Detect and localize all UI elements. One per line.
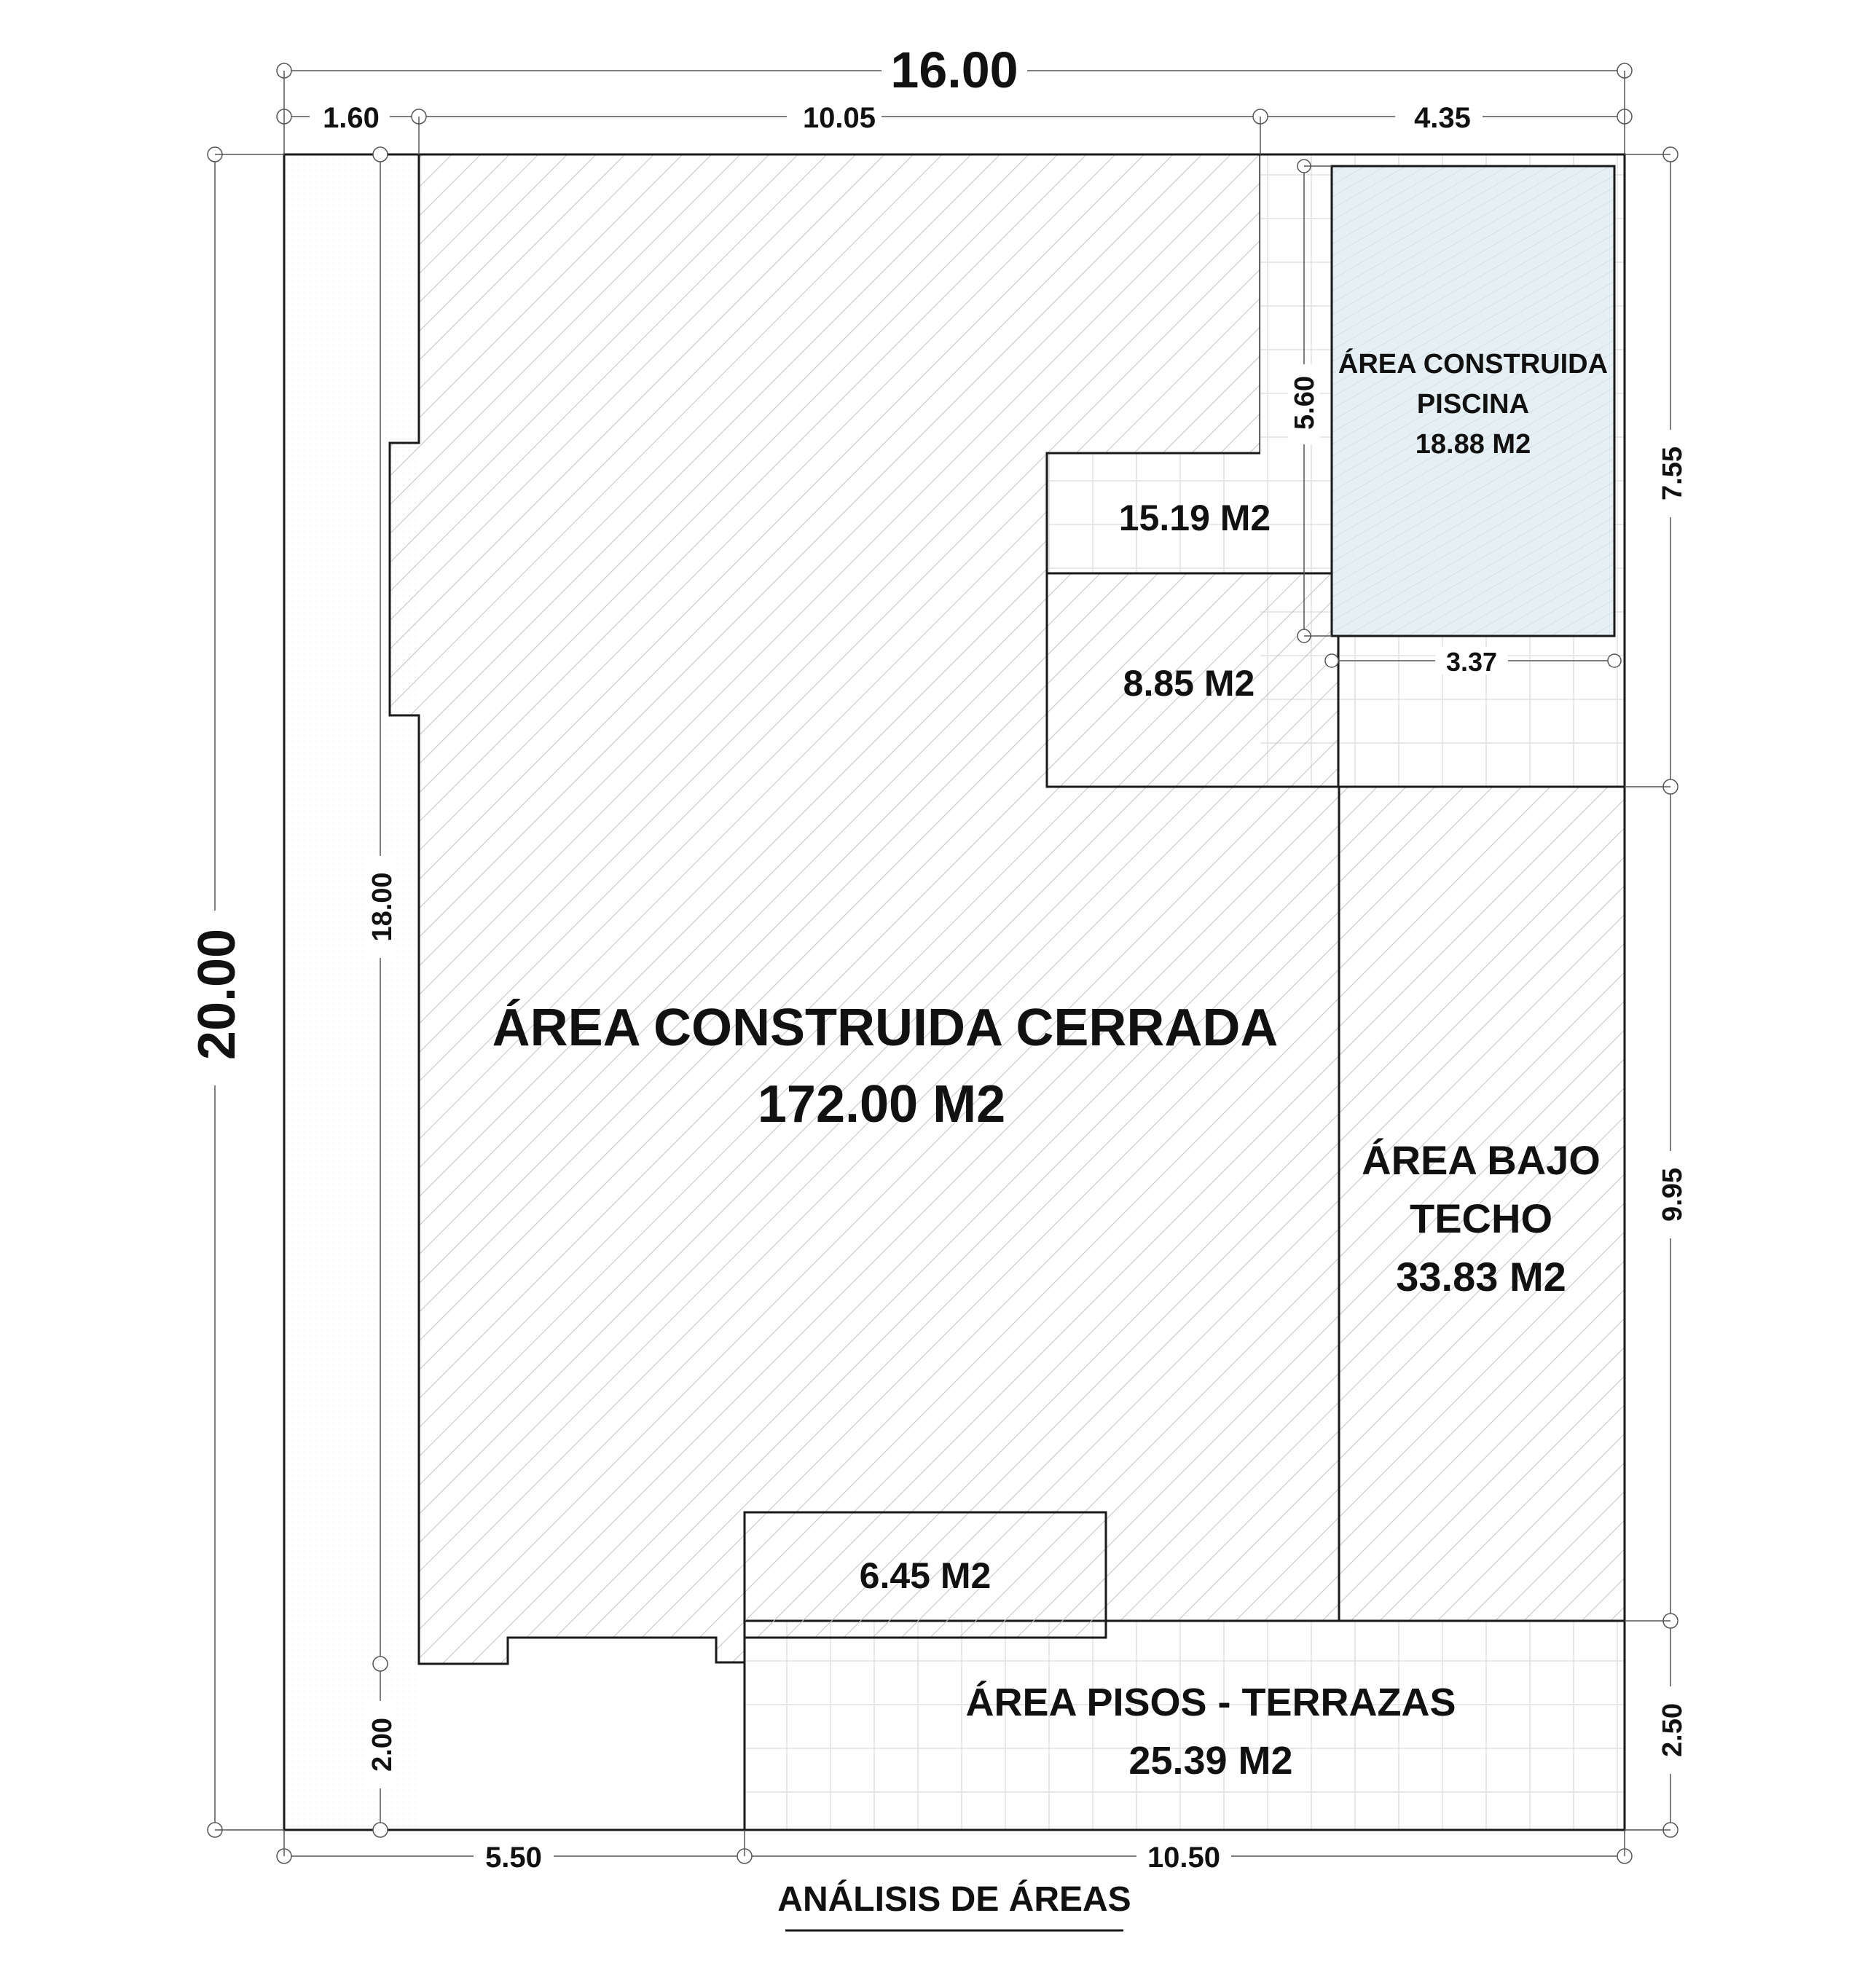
dim-top-2: 10.05: [802, 102, 876, 134]
area-piscina-line1: ÁREA CONSTRUIDA: [1338, 349, 1609, 380]
area-small-3-label: 6.45 M2: [859, 1555, 992, 1596]
drawing-title: ANÁLISIS DE ÁREAS: [777, 1880, 1131, 1919]
area-bajo-techo-value: 33.83 M2: [1396, 1254, 1566, 1300]
area-pisos-terrazas-name: ÁREA PISOS - TERRAZAS: [965, 1681, 1456, 1724]
enclosed-area-region: [390, 154, 1339, 1664]
area-small-1-label: 15.19 M2: [1118, 498, 1271, 538]
dim-top-3: 4.35: [1414, 102, 1471, 134]
area-small-2-label: 8.85 M2: [1123, 663, 1255, 704]
dim-pool-width: 3.37: [1445, 647, 1498, 677]
dim-total-height: 20.00: [188, 928, 246, 1061]
dim-right-1: 7.55: [1657, 447, 1688, 500]
area-piscina-value: 18.88 M2: [1415, 429, 1531, 460]
dim-right-3: 2.50: [1657, 1703, 1688, 1757]
area-bajo-techo-line2: TECHO: [1410, 1195, 1552, 1241]
area-pisos-terrazas: [745, 1621, 1625, 1830]
area-piscina-line2: PISCINA: [1416, 389, 1530, 420]
dim-right-2: 9.95: [1657, 1168, 1688, 1222]
area-cerrada-value: 172.00 M2: [757, 1075, 1006, 1134]
left-garden-strip: [284, 154, 419, 1830]
area-pisos-terrazas-value: 25.39 M2: [1128, 1739, 1293, 1783]
dim-top-1: 1.60: [323, 102, 380, 134]
dim-bottom-1: 5.50: [485, 1842, 542, 1874]
dim-left-inner-2: 2.00: [367, 1718, 398, 1772]
area-bajo-techo-line1: ÁREA BAJO: [1362, 1137, 1601, 1183]
dim-pool-height: 5.60: [1289, 376, 1320, 430]
dim-total-width: 16.00: [890, 42, 1018, 98]
dim-bottom-2: 10.50: [1147, 1842, 1221, 1874]
dim-left-inner-1: 18.00: [367, 872, 398, 942]
area-cerrada-name: ÁREA CONSTRUIDA CERRADA: [492, 999, 1279, 1057]
